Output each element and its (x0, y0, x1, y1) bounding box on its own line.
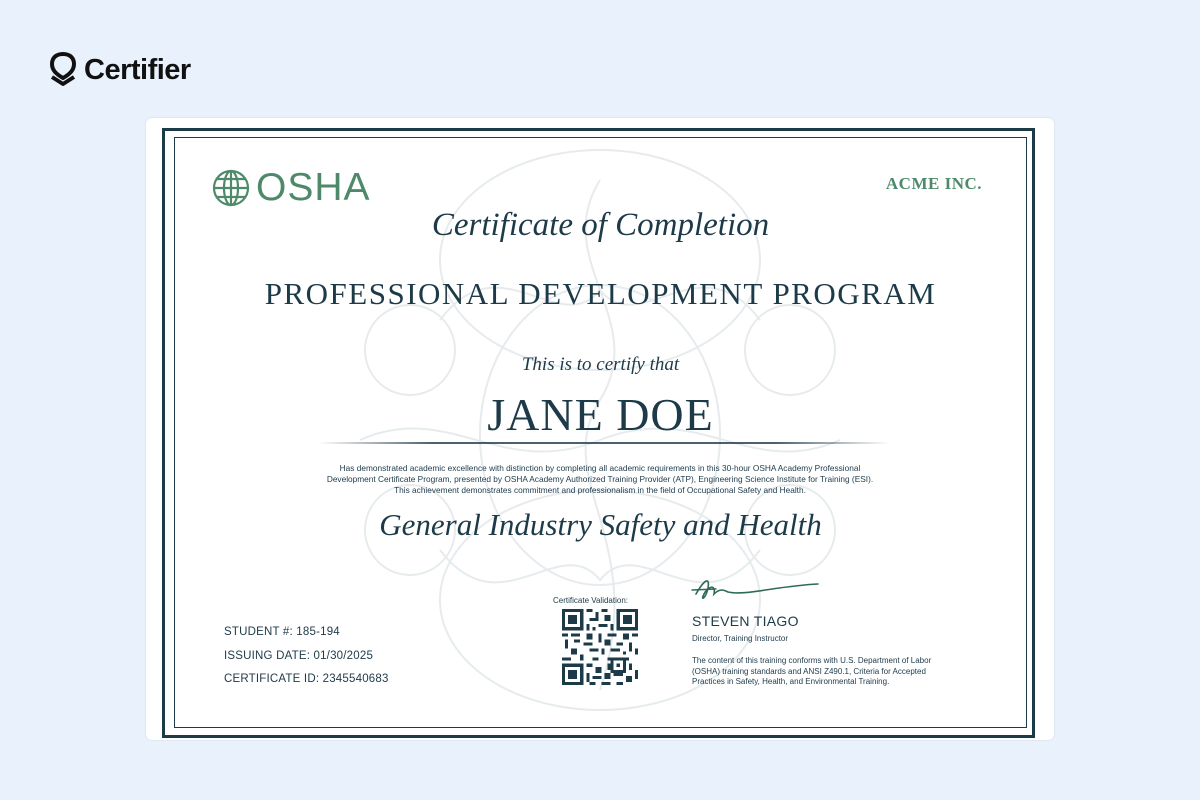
compliance-line: Practices in Safety, Health, and Environmental Training. (692, 677, 890, 686)
description-line: This achievement demonstrates commitment and professionalism in the field of Occupational Safety and Health. (394, 485, 806, 495)
recipient-name: JANE DOE (487, 389, 714, 440)
description-line: Has demonstrated academic excellence with distinction by completing all academic requirements in this 30-hour OSHA Academy Professional (339, 463, 861, 473)
issuing-date: ISSUING DATE: 01/30/2025 (224, 650, 374, 662)
compliance-line: (OSHA) training standards and ANSI Z490.1, Criteria for Accepted (692, 666, 926, 676)
qr-code-icon[interactable] (562, 609, 638, 685)
certify-text: This is to certify that (521, 354, 680, 375)
validation-label: Certificate Validation: (553, 596, 628, 605)
certificate-description (270, 463, 930, 496)
compliance-line: The content of this training conforms with U.S. Department of Labor (692, 656, 932, 665)
certificate-title: Certificate of Completion (431, 207, 770, 243)
company-name: ACME INC. (885, 174, 982, 193)
signature-icon (686, 572, 826, 608)
course-subject: General Industry Safety and Health (379, 507, 822, 542)
brand-name: Certifier (84, 53, 191, 86)
osha-logo-text: OSHA (256, 166, 371, 209)
signer-name: STEVEN TIAGO (692, 613, 799, 629)
name-underline (318, 442, 890, 444)
certificate-id: CERTIFICATE ID: 2345540683 (224, 673, 389, 685)
certifier-brand[interactable] (50, 52, 191, 88)
osha-logo (212, 166, 371, 210)
student-number: STUDENT #: 185-194 (224, 626, 340, 638)
certifier-logo-icon (50, 52, 76, 88)
description-line: Development Certificate Program, presented by OSHA Academy Authorized Training Provider (ATP), Engineering Science Institute for Training (ESI). (326, 474, 874, 484)
compliance-statement (692, 656, 992, 688)
program-name: PROFESSIONAL DEVELOPMENT PROGRAM (264, 276, 937, 311)
signer-title: Director, Training Instructor (692, 634, 789, 643)
globe-icon (212, 169, 250, 207)
